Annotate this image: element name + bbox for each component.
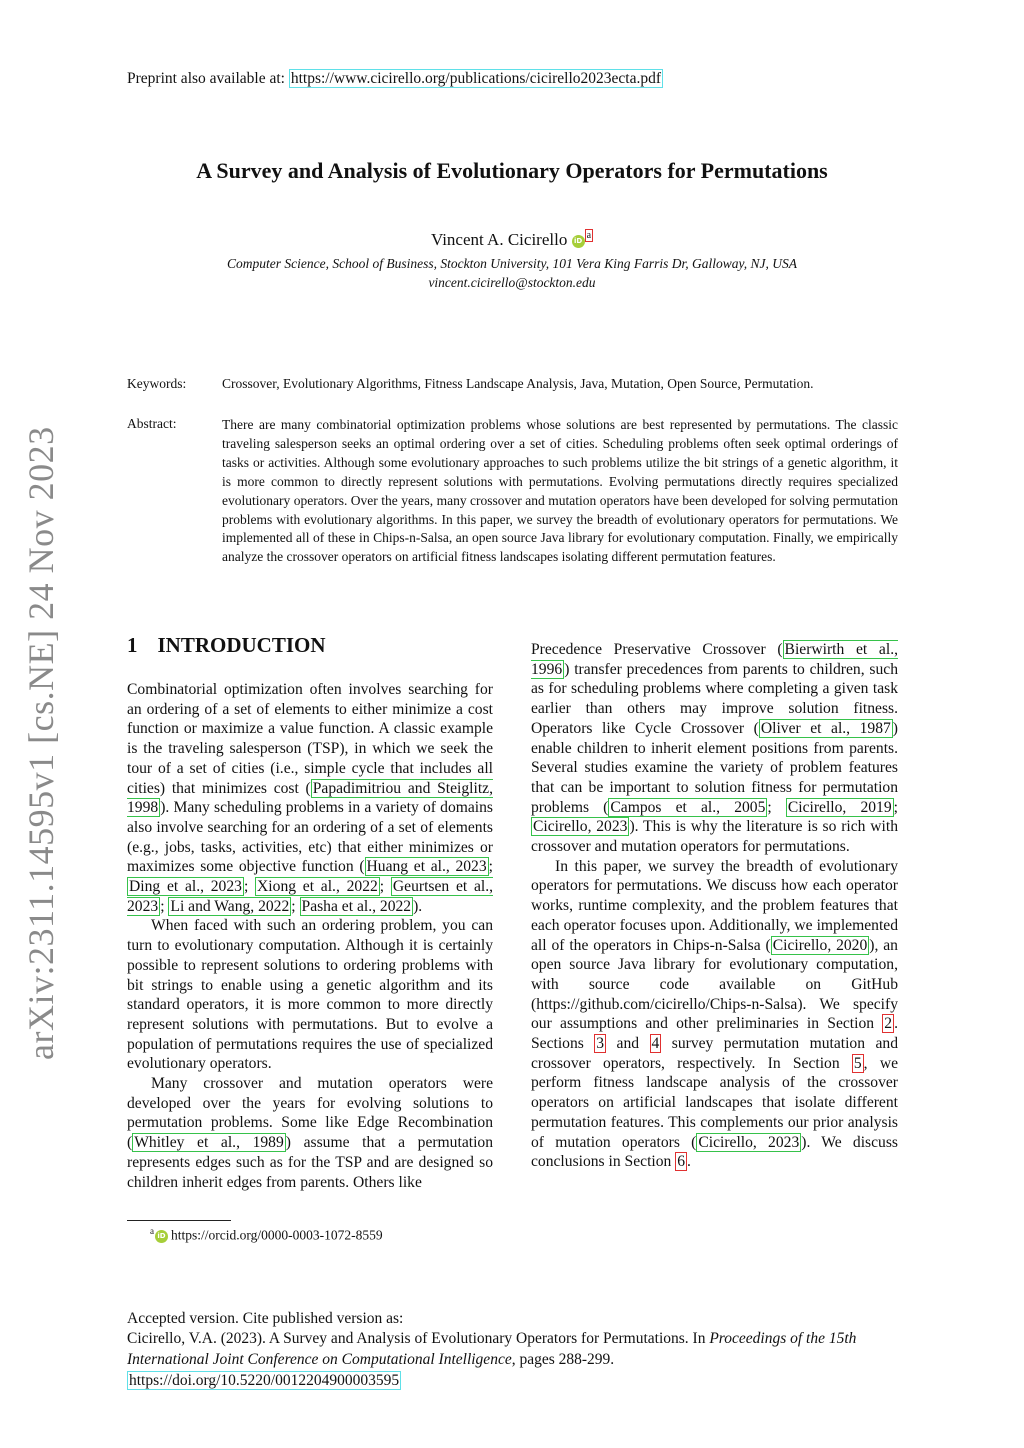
footnote <box>150 1226 383 1244</box>
keywords-label: Keywords: <box>127 376 187 391</box>
citation-venue: Proceedings of the 15th International Joint Conference on Computational Intelligence <box>127 1330 857 1368</box>
citation-link[interactable]: Xiong et al., 2022 <box>257 878 378 896</box>
citation-link[interactable]: Bierwirth et al., 1996 <box>531 641 898 678</box>
footnote-mark: a <box>150 1226 154 1236</box>
citation-link[interactable]: Cicirello, 2023 <box>698 1133 800 1151</box>
citation-link[interactable]: Oliver et al., 1987 <box>760 719 891 737</box>
preprint-prefix: Preprint also available at: <box>127 70 285 87</box>
citation-link[interactable]: Papadimitriou and Steiglitz, 1998 <box>127 779 493 817</box>
intro-paragraph-1: Combinatorial optimization often involves searching for an ordering of a set of elements to either minimize a cost function or maximize a value function. A classic example is the traveling salesperson (TSP), in which we seek the tour of a set of cities (i.e., simple cycle that includes all cities) that minimizes cost ( Papadimitriou and Steiglitz, 1998 ). Many scheduling problems in a variety of domains also involve searching for an ordering of a set of elements (e.g., jobs, tasks, activities, etc) that either minimizes or maximizes some objective function ( Huang et al., 2023 ; Ding et al., 2023 ; Xiong et al., 2022 ; Geurtsen et al., 2023 ; Li and Wang, 2022 ; Pasha et al., 2022 ). <box>127 681 493 915</box>
citation-link[interactable]: Whitley et al., 1989 <box>134 1134 284 1152</box>
citation-link[interactable]: Cicirello, 2020 <box>772 936 868 954</box>
section-ref-link[interactable]: 4 <box>651 1035 660 1053</box>
section-ref-link[interactable]: 2 <box>884 1015 893 1033</box>
citation-link[interactable]: Ding et al., 2023 <box>129 878 242 896</box>
arxiv-stamp: arXiv:2311.14595v1 [cs.NE] 24 Nov 2023 <box>21 426 61 1060</box>
preprint-link[interactable]: https://www.cicirello.org/publications/cicirello2023ecta.pdf <box>290 70 662 87</box>
section-heading <box>127 633 326 658</box>
citation-link[interactable]: Li and Wang, 2022 <box>170 897 290 915</box>
affiliation: Computer Science, School of Business, Stockton University, 101 Vera King Farris Dr, Galloway, NJ, USA <box>227 256 797 271</box>
citation-reference: Cicirello, V.A. (2023). A Survey and Analysis of Evolutionary Operators for Permutations. In Proceedings of the 15th International Joint Conference on Computational Intelligence, pages 288-299. <box>127 1330 857 1368</box>
citation-link[interactable]: Cicirello, 2019 <box>787 798 892 816</box>
section-ref-link[interactable]: 3 <box>596 1035 605 1053</box>
section-ref-link[interactable]: 6 <box>677 1153 686 1171</box>
author-footnote-mark[interactable]: a <box>586 230 592 242</box>
intro-paragraph-3: Many crossover and mutation operators were developed over the years for evolving solutions to permutation problems. Some like Edge Recombination ( Whitley et al., 1989 ) assume that a permutation represents edges such as for the TSP and are designed so children inherit edges from parents. Others like <box>127 1075 493 1191</box>
keywords-text: Crossover, Evolutionary Algorithms, Fitness Landscape Analysis, Java, Mutation, Open Source, Permutation. <box>222 376 814 391</box>
author-email: vincent.cicirello@stockton.edu <box>428 275 596 290</box>
doi-link[interactable]: https://doi.org/10.5220/0012204900003595 <box>129 1371 400 1389</box>
citation-link[interactable]: Cicirello, 2023 <box>533 818 628 836</box>
author-name: Vincent A. Cicirello <box>430 230 568 249</box>
right-column <box>531 640 898 1172</box>
section-title: INTRODUCTION <box>157 633 326 657</box>
intro-paragraph-4: Precedence Preservative Crossover ( Bierwirth et al., 1996 ) transfer precedences from parents to children, such as for scheduling problems where completing a given task earlier than others may improve solution fitness. Operators like Cycle Crossover ( Oliver et al., 1987 ) enable children to inherit element positions from parents. Several studies examine the variety of problem features that can be important to solution fitness for permutation problems ( Campos et al., 2005 ; Cicirello, 2019 ; Cicirello, 2023 ). This is why the literature is so rich with crossover and mutation operators for permutations. <box>531 641 898 856</box>
citation-link[interactable]: Geurtsen et al., 2023 <box>127 878 493 915</box>
intro-paragraph-5: In this paper, we survey the breadth of evolutionary operators for permutations. We discuss how each operator works, runtime complexity, and the problem features that each operator focuses upon. Additionally, we implemented all of the operators in Chips-n-Salsa ( Cicirello, 2020 ), an open source Java library for evolutionary computation, with source code available on GitHub (https://github.com/cicirello/Chips-n-Salsa). We specify our assumptions and other preliminaries in Section 2 . Sections 3 and 4 survey permutation mutation and crossover operators, respectively. In Section 5 , we perform fitness landscape analysis of the crossover operators on artificial landscapes that isolate different permutation features. This complements our prior analysis of mutation operators ( Cicirello, 2023 ). We discuss conclusions in Section 6 . <box>531 857 898 1171</box>
citation-link[interactable]: Pasha et al., 2022 <box>301 897 412 915</box>
citation-notice <box>127 1309 897 1391</box>
paper-title: A Survey and Analysis of Evolutionary Operators for Permutations <box>196 158 828 183</box>
orcid-icon[interactable]: iD <box>572 235 585 248</box>
abstract-text: There are many combinatorial optimization problems whose solutions are best represented by permutations. The classic traveling salesperson seeks an optimal ordering over a set of cities. Scheduling problems often seek optimal orderings of tasks or activities. Although some evolutionary approaches to such problems utilize the bit strings of a genetic algorithm, it is more common to directly represent solutions with permutations. Evolving permutations directly requires specialized evolutionary operators. Over the years, many crossover and mutation operators have been developed for solving permutation problems with evolutionary algorithms. In this paper, we survey the breadth of evolutionary operators for permutations. We implemented all of these in Chips-n-Salsa, an open source Java library for evolutionary computation. Finally, we empirically analyze the crossover operators on artificial fitness landscapes isolating different permutation features. <box>222 417 898 565</box>
author-line <box>0 230 1024 250</box>
footnote-rule <box>127 1220 231 1221</box>
abstract-label: Abstract: <box>127 416 177 431</box>
footnote-text[interactable]: https://orcid.org/0000-0003-1072-8559 <box>171 1227 383 1243</box>
preprint-notice <box>127 70 663 88</box>
citation-link[interactable]: Huang et al., 2023 <box>366 858 487 876</box>
citation-link[interactable]: Campos et al., 2005 <box>610 798 766 816</box>
section-ref-link[interactable]: 5 <box>853 1054 862 1072</box>
citation-notice-heading: Accepted version. Cite published version as: <box>127 1310 404 1327</box>
orcid-icon[interactable]: iD <box>155 1230 168 1243</box>
left-column <box>127 680 493 1192</box>
intro-paragraph-2: When faced with such an ordering problem, you can turn to evolutionary computation. Although it is certainly possible to represent solutions to ordering problems with bit strings to enable using a genetic algorithm and its standard operators, it is more common to more directly represent solutions with permutations. But to evolve a population of permutations requires the use of specialized evolutionary operators. <box>127 917 493 1073</box>
section-number: 1 <box>127 633 138 657</box>
